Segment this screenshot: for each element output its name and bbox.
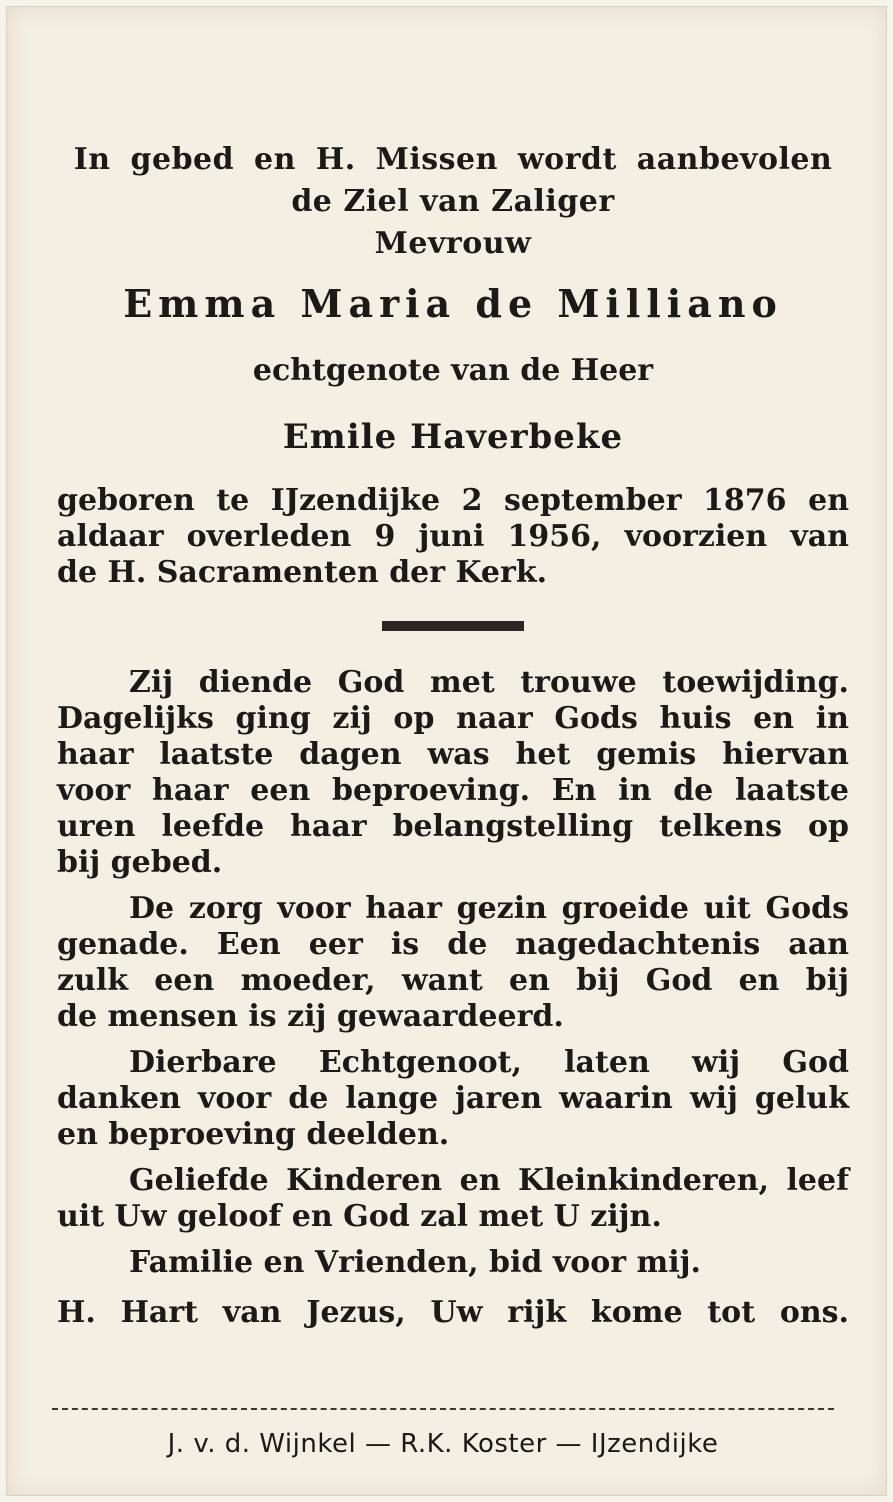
intro-line-3: Mevrouw — [374, 226, 532, 261]
closing-request: Familie en Vrienden, bid voor mij. — [129, 1245, 701, 1280]
paragraph-line: zulk een moeder, want en bij God en bij — [57, 963, 849, 998]
memorial-card — [6, 6, 887, 1496]
closing-prayer: H. Hart van Jezus, Uw rijk kome tot ons. — [57, 1295, 849, 1330]
paragraph-line: Dierbare Echtgenoot, laten wij God — [129, 1045, 849, 1080]
birth-death-line: geboren te IJzendijke 2 september 1876 en — [57, 483, 849, 518]
spouse-intro: echtgenote van de Heer — [252, 353, 654, 388]
separator-bar — [382, 621, 524, 631]
birth-death-line: aldaar overleden 9 juni 1956, voorzien van — [57, 519, 849, 554]
paragraph-faith — [57, 665, 849, 881]
paragraph-line: de mensen is zij gewaardeerd. — [57, 999, 564, 1034]
card-content — [57, 139, 849, 1331]
paragraph-line: danken voor de lange jaren waarin wij geluk — [57, 1081, 849, 1116]
birth-death-block — [57, 483, 849, 591]
spouse-name: Emile Haverbeke — [282, 417, 624, 457]
paragraph-line: Geliefde Kinderen en Kleinkinderen, leef — [129, 1163, 849, 1198]
paragraph-spouse — [57, 1045, 849, 1153]
paragraph-line: voor haar een beproeving. En in de laatste — [57, 773, 849, 808]
intro-block — [57, 139, 849, 265]
paragraph-line: uren leefde haar belangstelling telkens op — [57, 809, 849, 844]
paragraph-line: bij gebed. — [57, 845, 223, 880]
paragraph-line: De zorg voor haar gezin groeide uit Gods — [129, 891, 849, 926]
intro-line-1: In gebed en H. Missen wordt aanbevolen — [73, 142, 833, 177]
paragraph-line: genade. Een eer is de nagedachtenis aan — [57, 927, 849, 962]
paragraph-line: uit Uw geloof en God zal met U zijn. — [57, 1199, 662, 1234]
deceased-name: Emma Maria de Milliano — [123, 281, 783, 326]
paragraph-line: en beproeving deelden. — [57, 1117, 450, 1152]
birth-death-line: de H. Sacramenten der Kerk. — [57, 555, 548, 590]
paragraph-line: Zij diende God met trouwe toewijding. — [129, 665, 849, 700]
printer-footer: J. v. d. Wijnkel — R.K. Koster — IJzendijke — [167, 1429, 719, 1459]
footer-divider — [52, 1408, 834, 1410]
intro-line-2: de Ziel van Zaliger — [291, 184, 615, 219]
paragraph-line: Dagelijks ging zij op naar Gods huis en in — [57, 701, 849, 736]
paragraph-line: haar laatste dagen was het gemis hiervan — [57, 737, 849, 772]
paragraph-family — [57, 891, 849, 1035]
paragraph-children — [57, 1163, 849, 1235]
